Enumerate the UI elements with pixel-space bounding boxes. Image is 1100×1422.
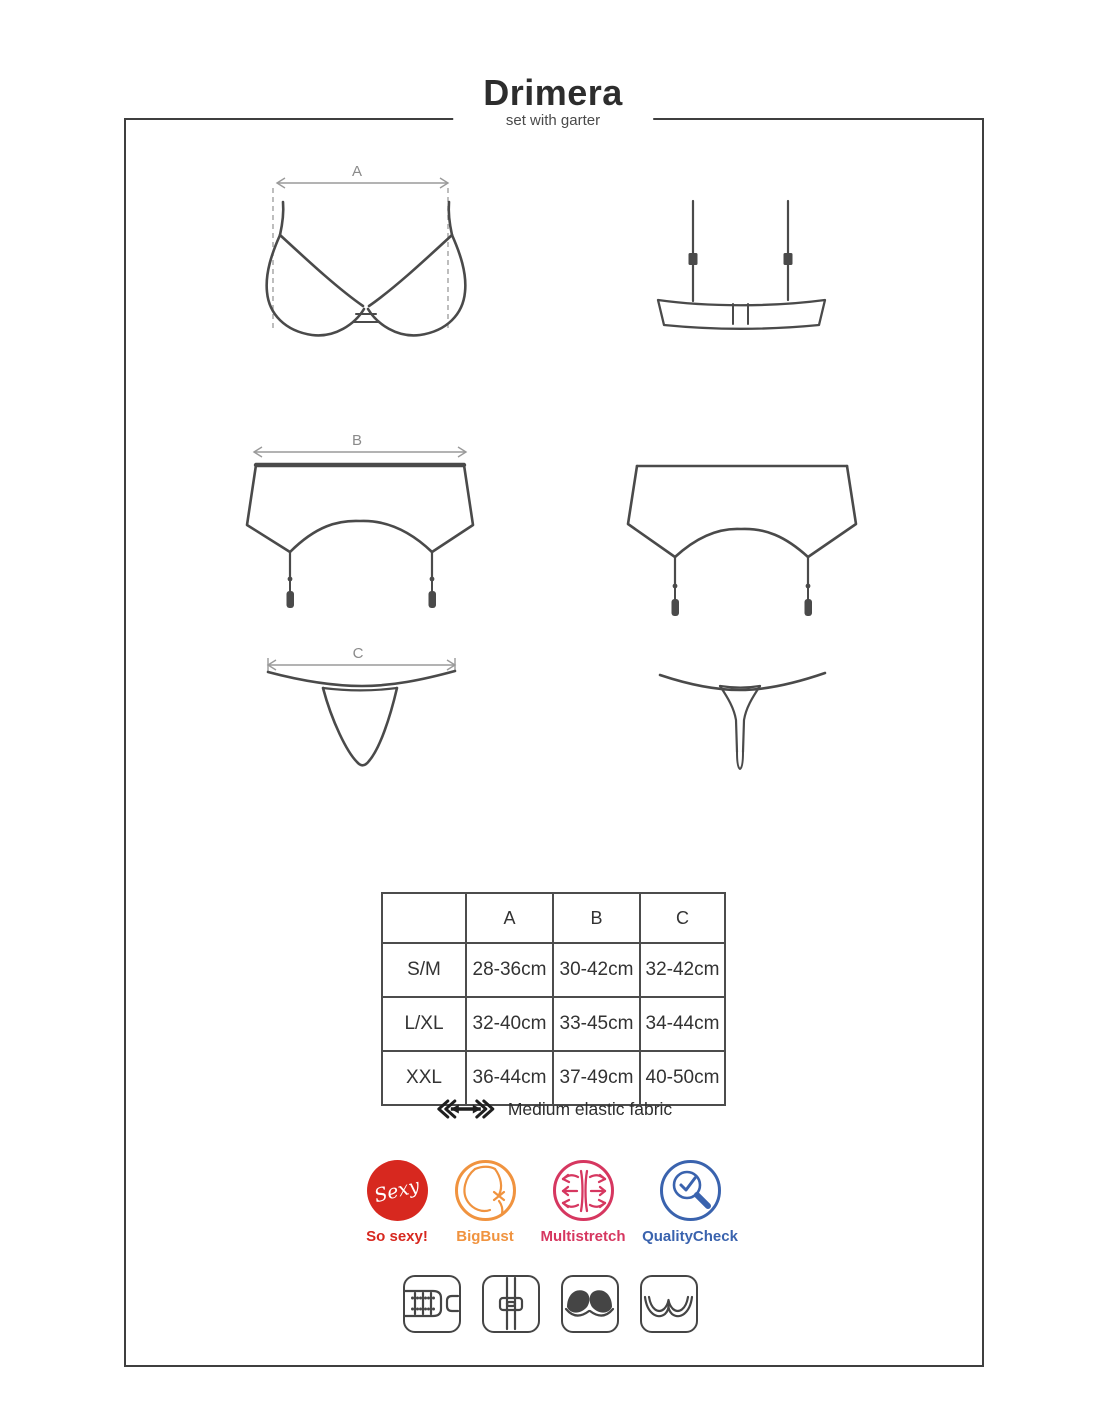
- size-value: 32-42cm: [640, 943, 725, 997]
- size-table-col-a: A: [466, 893, 553, 943]
- table-row: [382, 943, 725, 997]
- fabric-note-text: Medium elastic fabric: [507, 1098, 673, 1119]
- dimension-b-label: B: [351, 432, 363, 449]
- bra-back-drawing: [648, 183, 838, 333]
- badge-label: BigBust: [456, 1228, 514, 1245]
- table-row: [382, 1051, 725, 1105]
- badge-label: QualityCheck: [642, 1228, 738, 1245]
- badge-label: So sexy!: [366, 1228, 428, 1245]
- soft-cups-icon: [640, 1275, 698, 1333]
- size-value: 36-44cm: [466, 1051, 553, 1105]
- qualitycheck-icon: [660, 1160, 721, 1221]
- bigbust-icon: [455, 1160, 516, 1221]
- size-value: 34-44cm: [640, 997, 725, 1051]
- size-value: 32-40cm: [466, 997, 553, 1051]
- size-value: 40-50cm: [640, 1051, 725, 1105]
- dimension-a-label: A: [351, 163, 363, 180]
- garter-front-drawing: [228, 430, 482, 618]
- size-label: XXL: [382, 1051, 466, 1105]
- table-row: [382, 997, 725, 1051]
- size-table-corner-cell: [382, 893, 466, 943]
- size-label: S/M: [382, 943, 466, 997]
- page-title: Drimera: [483, 72, 623, 113]
- size-value: 30-42cm: [553, 943, 640, 997]
- size-table-col-c: C: [640, 893, 725, 943]
- sexy-script-text: Sexy: [372, 1174, 422, 1207]
- title-block: [453, 74, 653, 131]
- dimension-c-label: C: [352, 645, 364, 662]
- size-table: [381, 892, 726, 1106]
- sexy-badge-icon: [367, 1160, 428, 1221]
- thong-front-drawing: [252, 646, 467, 786]
- fabric-note: [434, 1098, 672, 1120]
- thong-back-drawing: [648, 656, 848, 781]
- size-table-col-b: B: [553, 893, 640, 943]
- size-value: 33-45cm: [553, 997, 640, 1051]
- badge-multistretch: [528, 1160, 638, 1245]
- multistretch-icon: [553, 1160, 614, 1221]
- bra-front-drawing: [245, 158, 470, 350]
- badge-bigbust: [440, 1160, 530, 1245]
- page-subtitle: set with garter: [505, 112, 601, 129]
- size-value: 37-49cm: [553, 1051, 640, 1105]
- padded-cups-icon: [561, 1275, 619, 1333]
- stretch-arrow-icon: [434, 1098, 498, 1120]
- garter-back-drawing: [625, 456, 865, 626]
- badge-so-sexy: [354, 1160, 440, 1245]
- badge-qualitycheck: [634, 1160, 746, 1245]
- badge-label: Multistretch: [540, 1228, 626, 1245]
- size-label: L/XL: [382, 997, 466, 1051]
- adjustable-strap-icon: [482, 1275, 540, 1333]
- size-value: 28-36cm: [466, 943, 553, 997]
- size-table-header-row: [382, 893, 725, 943]
- hook-closure-icon: [403, 1275, 461, 1333]
